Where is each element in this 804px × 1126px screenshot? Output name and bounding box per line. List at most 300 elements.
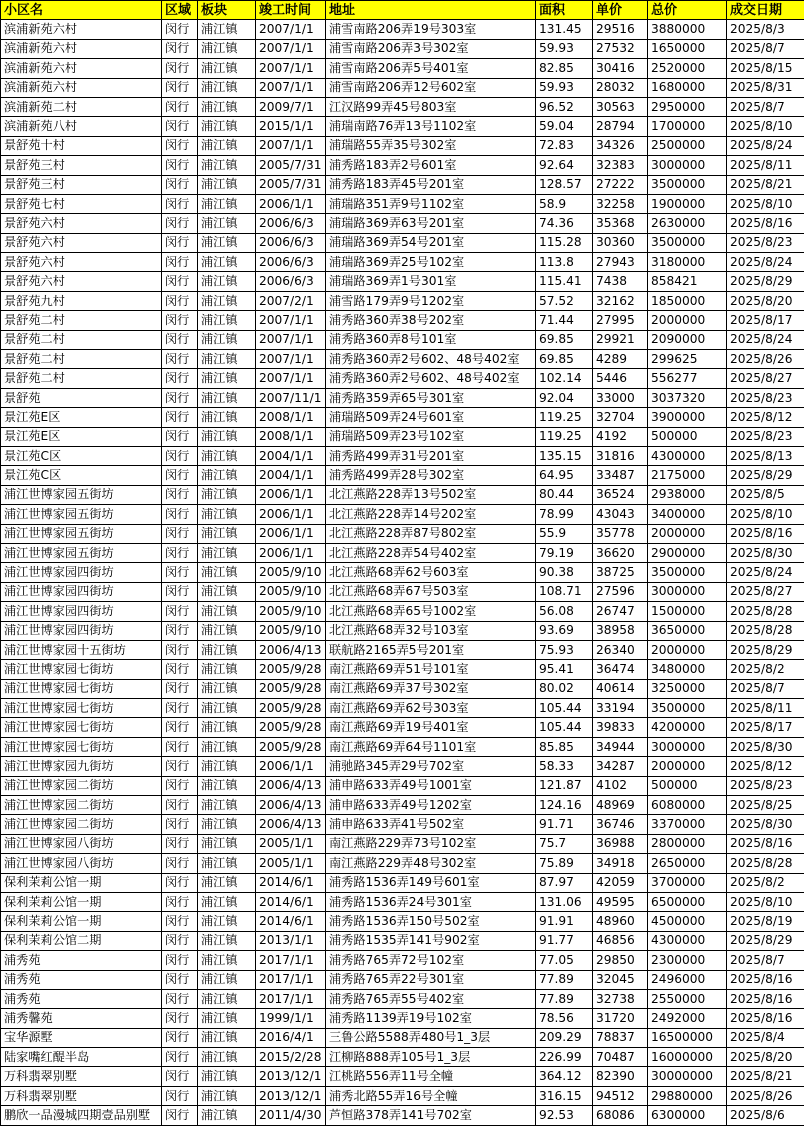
cell-block[interactable]: 浦江镇 <box>198 582 256 601</box>
cell-district[interactable]: 闵行 <box>162 1028 198 1047</box>
cell-district[interactable]: 闵行 <box>162 796 198 815</box>
cell-area[interactable]: 80.02 <box>536 679 593 698</box>
cell-completion[interactable]: 2007/2/1 <box>256 291 326 310</box>
cell-address[interactable]: 北江燕路68弄65号1002室 <box>326 602 536 621</box>
cell-district[interactable]: 闵行 <box>162 931 198 950</box>
cell-unit-price[interactable]: 29921 <box>593 330 648 349</box>
cell-unit-price[interactable]: 38725 <box>593 563 648 582</box>
cell-completion[interactable]: 2006/6/3 <box>256 214 326 233</box>
cell-completion[interactable]: 2005/9/28 <box>256 718 326 737</box>
cell-unit-price[interactable]: 26747 <box>593 602 648 621</box>
cell-community[interactable]: 浦江世博家园七街坊 <box>1 699 162 718</box>
cell-block[interactable]: 浦江镇 <box>198 1048 256 1067</box>
cell-completion[interactable]: 2006/1/1 <box>256 524 326 543</box>
cell-unit-price[interactable]: 32383 <box>593 156 648 175</box>
cell-unit-price[interactable]: 28794 <box>593 117 648 136</box>
cell-block[interactable]: 浦江镇 <box>198 330 256 349</box>
header-district[interactable]: 区域 <box>162 1 198 20</box>
cell-block[interactable]: 浦江镇 <box>198 214 256 233</box>
cell-community[interactable]: 景江苑C区 <box>1 446 162 465</box>
cell-block[interactable]: 浦江镇 <box>198 660 256 679</box>
cell-deal-date[interactable]: 2025/8/29 <box>727 272 804 291</box>
cell-block[interactable]: 浦江镇 <box>198 854 256 873</box>
cell-unit-price[interactable]: 27222 <box>593 175 648 194</box>
cell-address[interactable]: 浦瑞路55弄35号302室 <box>326 136 536 155</box>
cell-block[interactable]: 浦江镇 <box>198 640 256 659</box>
cell-address[interactable]: 浦秀路765弄72号102室 <box>326 951 536 970</box>
cell-unit-price[interactable]: 34326 <box>593 136 648 155</box>
cell-total-price[interactable]: 2938000 <box>648 485 727 504</box>
cell-community[interactable]: 景舒苑七村 <box>1 194 162 213</box>
cell-unit-price[interactable]: 36620 <box>593 543 648 562</box>
cell-total-price[interactable]: 1650000 <box>648 39 727 58</box>
header-address[interactable]: 地址 <box>326 1 536 20</box>
cell-total-price[interactable]: 6080000 <box>648 796 727 815</box>
cell-address[interactable]: 浦雪南路206弄3号302室 <box>326 39 536 58</box>
cell-completion[interactable]: 1999/1/1 <box>256 1009 326 1028</box>
cell-community[interactable]: 浦江世博家园十五街坊 <box>1 640 162 659</box>
cell-total-price[interactable]: 3000000 <box>648 582 727 601</box>
cell-community[interactable]: 景舒苑二村 <box>1 330 162 349</box>
cell-completion[interactable]: 2015/2/28 <box>256 1048 326 1067</box>
cell-community[interactable]: 浦江世博家园二街坊 <box>1 796 162 815</box>
cell-address[interactable]: 浦秀路1536弄24号301室 <box>326 892 536 911</box>
cell-unit-price[interactable]: 46856 <box>593 931 648 950</box>
cell-district[interactable]: 闵行 <box>162 446 198 465</box>
cell-total-price[interactable]: 16000000 <box>648 1048 727 1067</box>
cell-deal-date[interactable]: 2025/8/20 <box>727 291 804 310</box>
cell-address[interactable]: 浦瑞路369弄25号102室 <box>326 253 536 272</box>
cell-completion[interactable]: 2007/1/1 <box>256 330 326 349</box>
cell-completion[interactable]: 2006/1/1 <box>256 757 326 776</box>
cell-area[interactable]: 119.25 <box>536 427 593 446</box>
cell-total-price[interactable]: 2630000 <box>648 214 727 233</box>
cell-unit-price[interactable]: 94512 <box>593 1086 648 1105</box>
cell-unit-price[interactable]: 42059 <box>593 873 648 892</box>
cell-completion[interactable]: 2011/4/30 <box>256 1106 326 1125</box>
cell-address[interactable]: 浦瑞路369弄54号201室 <box>326 233 536 252</box>
cell-total-price[interactable]: 3500000 <box>648 233 727 252</box>
cell-district[interactable]: 闵行 <box>162 466 198 485</box>
header-completion[interactable]: 竣工时间 <box>256 1 326 20</box>
cell-deal-date[interactable]: 2025/8/10 <box>727 505 804 524</box>
cell-block[interactable]: 浦江镇 <box>198 253 256 272</box>
cell-deal-date[interactable]: 2025/8/28 <box>727 854 804 873</box>
cell-completion[interactable]: 2007/1/1 <box>256 136 326 155</box>
cell-address[interactable]: 浦秀路1535弄141号902室 <box>326 931 536 950</box>
cell-area[interactable]: 92.64 <box>536 156 593 175</box>
cell-community[interactable]: 浦江世博家园八街坊 <box>1 854 162 873</box>
cell-deal-date[interactable]: 2025/8/16 <box>727 970 804 989</box>
cell-community[interactable]: 景舒苑十村 <box>1 136 162 155</box>
cell-address[interactable]: 江汉路99弄45号803室 <box>326 97 536 116</box>
cell-total-price[interactable]: 3250000 <box>648 679 727 698</box>
cell-block[interactable]: 浦江镇 <box>198 466 256 485</box>
cell-community[interactable]: 宝华源墅 <box>1 1028 162 1047</box>
cell-address[interactable]: 浦瑞路369弄1号301室 <box>326 272 536 291</box>
cell-area[interactable]: 108.71 <box>536 582 593 601</box>
cell-unit-price[interactable]: 48969 <box>593 796 648 815</box>
cell-block[interactable]: 浦江镇 <box>198 194 256 213</box>
cell-total-price[interactable]: 299625 <box>648 350 727 369</box>
cell-total-price[interactable]: 2800000 <box>648 834 727 853</box>
cell-block[interactable]: 浦江镇 <box>198 446 256 465</box>
cell-completion[interactable]: 2009/7/1 <box>256 97 326 116</box>
cell-area[interactable]: 316.15 <box>536 1086 593 1105</box>
cell-address[interactable]: 芦恒路378弄141号702室 <box>326 1106 536 1125</box>
cell-community[interactable]: 万科翡翠别墅 <box>1 1086 162 1105</box>
cell-address[interactable]: 南江燕路69弄19号401室 <box>326 718 536 737</box>
cell-deal-date[interactable]: 2025/8/29 <box>727 931 804 950</box>
cell-deal-date[interactable]: 2025/8/2 <box>727 873 804 892</box>
cell-unit-price[interactable]: 7438 <box>593 272 648 291</box>
cell-total-price[interactable]: 2000000 <box>648 757 727 776</box>
cell-total-price[interactable]: 556277 <box>648 369 727 388</box>
cell-deal-date[interactable]: 2025/8/17 <box>727 718 804 737</box>
cell-area[interactable]: 77.89 <box>536 970 593 989</box>
cell-completion[interactable]: 2005/1/1 <box>256 834 326 853</box>
cell-block[interactable]: 浦江镇 <box>198 156 256 175</box>
cell-completion[interactable]: 2007/1/1 <box>256 59 326 78</box>
cell-address[interactable]: 浦秀路1536弄150号502室 <box>326 912 536 931</box>
cell-deal-date[interactable]: 2025/8/13 <box>727 446 804 465</box>
cell-district[interactable]: 闵行 <box>162 427 198 446</box>
cell-total-price[interactable]: 4300000 <box>648 931 727 950</box>
cell-completion[interactable]: 2005/7/31 <box>256 156 326 175</box>
cell-district[interactable]: 闵行 <box>162 291 198 310</box>
cell-area[interactable]: 113.8 <box>536 253 593 272</box>
cell-address[interactable]: 浦雪路179弄9号1202室 <box>326 291 536 310</box>
header-unit-price[interactable]: 单价 <box>593 1 648 20</box>
cell-area[interactable]: 75.89 <box>536 854 593 873</box>
cell-block[interactable]: 浦江镇 <box>198 1067 256 1086</box>
cell-unit-price[interactable]: 30360 <box>593 233 648 252</box>
cell-community[interactable]: 景舒苑 <box>1 388 162 407</box>
cell-address[interactable]: 浦瑞路369弄63号201室 <box>326 214 536 233</box>
cell-address[interactable]: 浦秀路1139弄19号102室 <box>326 1009 536 1028</box>
cell-block[interactable]: 浦江镇 <box>198 951 256 970</box>
cell-completion[interactable]: 2005/9/10 <box>256 563 326 582</box>
cell-address[interactable]: 南江燕路69弄37号302室 <box>326 679 536 698</box>
cell-block[interactable]: 浦江镇 <box>198 485 256 504</box>
cell-total-price[interactable]: 3500000 <box>648 175 727 194</box>
cell-total-price[interactable]: 2492000 <box>648 1009 727 1028</box>
cell-address[interactable]: 浦瑞路509弄23号102室 <box>326 427 536 446</box>
cell-area[interactable]: 85.85 <box>536 737 593 756</box>
cell-community[interactable]: 保利茉莉公馆一期 <box>1 912 162 931</box>
cell-completion[interactable]: 2005/9/28 <box>256 699 326 718</box>
cell-deal-date[interactable]: 2025/8/7 <box>727 39 804 58</box>
cell-completion[interactable]: 2007/1/1 <box>256 311 326 330</box>
cell-area[interactable]: 55.9 <box>536 524 593 543</box>
cell-area[interactable]: 78.99 <box>536 505 593 524</box>
cell-total-price[interactable]: 858421 <box>648 272 727 291</box>
cell-total-price[interactable]: 3480000 <box>648 660 727 679</box>
cell-block[interactable]: 浦江镇 <box>198 1106 256 1125</box>
cell-unit-price[interactable]: 35368 <box>593 214 648 233</box>
cell-total-price[interactable]: 3370000 <box>648 815 727 834</box>
cell-block[interactable]: 浦江镇 <box>198 815 256 834</box>
cell-deal-date[interactable]: 2025/8/30 <box>727 543 804 562</box>
cell-district[interactable]: 闵行 <box>162 815 198 834</box>
header-deal-date[interactable]: 成交日期 <box>727 1 804 20</box>
cell-block[interactable]: 浦江镇 <box>198 970 256 989</box>
cell-unit-price[interactable]: 33487 <box>593 466 648 485</box>
cell-unit-price[interactable]: 70487 <box>593 1048 648 1067</box>
cell-address[interactable]: 浦瑞南路76弄13号1102室 <box>326 117 536 136</box>
cell-unit-price[interactable]: 31816 <box>593 446 648 465</box>
cell-deal-date[interactable]: 2025/8/28 <box>727 621 804 640</box>
cell-area[interactable]: 226.99 <box>536 1048 593 1067</box>
cell-community[interactable]: 滨浦新苑六村 <box>1 59 162 78</box>
header-total-price[interactable]: 总价 <box>648 1 727 20</box>
cell-completion[interactable]: 2006/4/13 <box>256 640 326 659</box>
cell-completion[interactable]: 2006/1/1 <box>256 194 326 213</box>
cell-unit-price[interactable]: 82390 <box>593 1067 648 1086</box>
cell-unit-price[interactable]: 43043 <box>593 505 648 524</box>
cell-district[interactable]: 闵行 <box>162 737 198 756</box>
cell-area[interactable]: 82.85 <box>536 59 593 78</box>
cell-area[interactable]: 75.93 <box>536 640 593 659</box>
cell-unit-price[interactable]: 40614 <box>593 679 648 698</box>
cell-block[interactable]: 浦江镇 <box>198 408 256 427</box>
cell-block[interactable]: 浦江镇 <box>198 989 256 1008</box>
cell-unit-price[interactable]: 30563 <box>593 97 648 116</box>
cell-unit-price[interactable]: 36988 <box>593 834 648 853</box>
cell-deal-date[interactable]: 2025/8/16 <box>727 834 804 853</box>
cell-unit-price[interactable]: 33000 <box>593 388 648 407</box>
cell-deal-date[interactable]: 2025/8/12 <box>727 408 804 427</box>
cell-address[interactable]: 浦雪南路206弄19号303室 <box>326 20 536 39</box>
cell-block[interactable]: 浦江镇 <box>198 776 256 795</box>
cell-address[interactable]: 南江燕路229弄73号102室 <box>326 834 536 853</box>
cell-total-price[interactable]: 3000000 <box>648 156 727 175</box>
cell-district[interactable]: 闵行 <box>162 951 198 970</box>
cell-unit-price[interactable]: 31720 <box>593 1009 648 1028</box>
cell-address[interactable]: 浦申路633弄41号502室 <box>326 815 536 834</box>
cell-area[interactable]: 77.89 <box>536 989 593 1008</box>
cell-deal-date[interactable]: 2025/8/26 <box>727 350 804 369</box>
cell-total-price[interactable]: 2000000 <box>648 311 727 330</box>
cell-deal-date[interactable]: 2025/8/31 <box>727 78 804 97</box>
cell-deal-date[interactable]: 2025/8/21 <box>727 1067 804 1086</box>
cell-total-price[interactable]: 2950000 <box>648 97 727 116</box>
cell-community[interactable]: 滨浦新苑六村 <box>1 78 162 97</box>
cell-unit-price[interactable]: 36474 <box>593 660 648 679</box>
cell-block[interactable]: 浦江镇 <box>198 1028 256 1047</box>
cell-community[interactable]: 浦江世博家园四街坊 <box>1 563 162 582</box>
cell-district[interactable]: 闵行 <box>162 350 198 369</box>
cell-community[interactable]: 浦江世博家园七街坊 <box>1 660 162 679</box>
cell-total-price[interactable]: 4300000 <box>648 446 727 465</box>
cell-block[interactable]: 浦江镇 <box>198 505 256 524</box>
cell-unit-price[interactable]: 32258 <box>593 194 648 213</box>
cell-completion[interactable]: 2005/9/10 <box>256 582 326 601</box>
cell-total-price[interactable]: 2090000 <box>648 330 727 349</box>
cell-community[interactable]: 万科翡翠别墅 <box>1 1067 162 1086</box>
cell-community[interactable]: 景舒苑三村 <box>1 175 162 194</box>
cell-area[interactable]: 131.06 <box>536 892 593 911</box>
cell-deal-date[interactable]: 2025/8/7 <box>727 97 804 116</box>
cell-area[interactable]: 124.16 <box>536 796 593 815</box>
cell-community[interactable]: 浦江世博家园七街坊 <box>1 737 162 756</box>
cell-unit-price[interactable]: 68086 <box>593 1106 648 1125</box>
cell-completion[interactable]: 2007/1/1 <box>256 78 326 97</box>
cell-unit-price[interactable]: 28032 <box>593 78 648 97</box>
cell-unit-price[interactable]: 27596 <box>593 582 648 601</box>
cell-area[interactable]: 79.19 <box>536 543 593 562</box>
cell-deal-date[interactable]: 2025/8/23 <box>727 233 804 252</box>
cell-completion[interactable]: 2008/1/1 <box>256 427 326 446</box>
cell-deal-date[interactable]: 2025/8/29 <box>727 640 804 659</box>
cell-address[interactable]: 浦秀路183弄45号201室 <box>326 175 536 194</box>
cell-block[interactable]: 浦江镇 <box>198 524 256 543</box>
cell-deal-date[interactable]: 2025/8/10 <box>727 194 804 213</box>
cell-block[interactable]: 浦江镇 <box>198 543 256 562</box>
cell-district[interactable]: 闵行 <box>162 1086 198 1105</box>
cell-district[interactable]: 闵行 <box>162 175 198 194</box>
cell-community[interactable]: 景舒苑三村 <box>1 156 162 175</box>
cell-address[interactable]: 浦秀北路55弄16号全幢 <box>326 1086 536 1105</box>
cell-district[interactable]: 闵行 <box>162 408 198 427</box>
cell-completion[interactable]: 2006/6/3 <box>256 253 326 272</box>
cell-unit-price[interactable]: 32738 <box>593 989 648 1008</box>
cell-total-price[interactable]: 6500000 <box>648 892 727 911</box>
cell-deal-date[interactable]: 2025/8/16 <box>727 214 804 233</box>
cell-block[interactable]: 浦江镇 <box>198 892 256 911</box>
cell-area[interactable]: 121.87 <box>536 776 593 795</box>
cell-address[interactable]: 浦秀路183弄2号601室 <box>326 156 536 175</box>
cell-deal-date[interactable]: 2025/8/16 <box>727 524 804 543</box>
cell-area[interactable]: 57.52 <box>536 291 593 310</box>
cell-deal-date[interactable]: 2025/8/16 <box>727 1009 804 1028</box>
cell-district[interactable]: 闵行 <box>162 989 198 1008</box>
cell-unit-price[interactable]: 27943 <box>593 253 648 272</box>
cell-total-price[interactable]: 16500000 <box>648 1028 727 1047</box>
cell-total-price[interactable]: 3880000 <box>648 20 727 39</box>
cell-address[interactable]: 南江燕路69弄64号1101室 <box>326 737 536 756</box>
cell-address[interactable]: 南江燕路229弄48号302室 <box>326 854 536 873</box>
cell-block[interactable]: 浦江镇 <box>198 136 256 155</box>
cell-total-price[interactable]: 30000000 <box>648 1067 727 1086</box>
cell-unit-price[interactable]: 29516 <box>593 20 648 39</box>
cell-block[interactable]: 浦江镇 <box>198 117 256 136</box>
cell-total-price[interactable]: 2650000 <box>648 854 727 873</box>
cell-deal-date[interactable]: 2025/8/30 <box>727 815 804 834</box>
cell-community[interactable]: 浦秀苑 <box>1 970 162 989</box>
cell-community[interactable]: 浦江世博家园五街坊 <box>1 543 162 562</box>
cell-community[interactable]: 景江苑C区 <box>1 466 162 485</box>
cell-district[interactable]: 闵行 <box>162 78 198 97</box>
cell-community[interactable]: 浦江世博家园七街坊 <box>1 718 162 737</box>
cell-completion[interactable]: 2014/6/1 <box>256 873 326 892</box>
cell-block[interactable]: 浦江镇 <box>198 737 256 756</box>
cell-community[interactable]: 浦江世博家园五街坊 <box>1 505 162 524</box>
cell-deal-date[interactable]: 2025/8/7 <box>727 679 804 698</box>
cell-district[interactable]: 闵行 <box>162 621 198 640</box>
cell-total-price[interactable]: 6300000 <box>648 1106 727 1125</box>
cell-address[interactable]: 浦秀路360弄2号602、48号402室 <box>326 350 536 369</box>
cell-deal-date[interactable]: 2025/8/11 <box>727 156 804 175</box>
cell-area[interactable]: 69.85 <box>536 330 593 349</box>
cell-deal-date[interactable]: 2025/8/17 <box>727 311 804 330</box>
cell-completion[interactable]: 2006/4/13 <box>256 796 326 815</box>
cell-district[interactable]: 闵行 <box>162 505 198 524</box>
cell-block[interactable]: 浦江镇 <box>198 796 256 815</box>
cell-completion[interactable]: 2013/12/1 <box>256 1067 326 1086</box>
cell-community[interactable]: 浦江世博家园五街坊 <box>1 485 162 504</box>
cell-district[interactable]: 闵行 <box>162 757 198 776</box>
cell-block[interactable]: 浦江镇 <box>198 272 256 291</box>
cell-deal-date[interactable]: 2025/8/24 <box>727 253 804 272</box>
cell-community[interactable]: 景舒苑九村 <box>1 291 162 310</box>
cell-area[interactable]: 78.56 <box>536 1009 593 1028</box>
cell-unit-price[interactable]: 78837 <box>593 1028 648 1047</box>
cell-community[interactable]: 景舒苑六村 <box>1 233 162 252</box>
cell-district[interactable]: 闵行 <box>162 776 198 795</box>
cell-address[interactable]: 南江燕路69弄62号303室 <box>326 699 536 718</box>
cell-total-price[interactable]: 2000000 <box>648 640 727 659</box>
cell-community[interactable]: 浦江世博家园四街坊 <box>1 602 162 621</box>
cell-block[interactable]: 浦江镇 <box>198 175 256 194</box>
cell-area[interactable]: 209.29 <box>536 1028 593 1047</box>
cell-district[interactable]: 闵行 <box>162 679 198 698</box>
cell-total-price[interactable]: 500000 <box>648 427 727 446</box>
cell-district[interactable]: 闵行 <box>162 834 198 853</box>
cell-deal-date[interactable]: 2025/8/5 <box>727 485 804 504</box>
cell-area[interactable]: 58.33 <box>536 757 593 776</box>
cell-completion[interactable]: 2007/1/1 <box>256 369 326 388</box>
cell-unit-price[interactable]: 39833 <box>593 718 648 737</box>
cell-total-price[interactable]: 2520000 <box>648 59 727 78</box>
cell-deal-date[interactable]: 2025/8/3 <box>727 20 804 39</box>
cell-total-price[interactable]: 1900000 <box>648 194 727 213</box>
cell-community[interactable]: 浦秀苑 <box>1 989 162 1008</box>
cell-address[interactable]: 浦秀路765弄55号402室 <box>326 989 536 1008</box>
cell-block[interactable]: 浦江镇 <box>198 563 256 582</box>
cell-completion[interactable]: 2014/6/1 <box>256 892 326 911</box>
cell-district[interactable]: 闵行 <box>162 311 198 330</box>
cell-community[interactable]: 浦江世博家园四街坊 <box>1 621 162 640</box>
cell-total-price[interactable]: 3650000 <box>648 621 727 640</box>
cell-district[interactable]: 闵行 <box>162 136 198 155</box>
cell-district[interactable]: 闵行 <box>162 485 198 504</box>
cell-area[interactable]: 92.53 <box>536 1106 593 1125</box>
cell-completion[interactable]: 2006/4/13 <box>256 776 326 795</box>
cell-address[interactable]: 浦申路633弄49号1202室 <box>326 796 536 815</box>
cell-total-price[interactable]: 3000000 <box>648 737 727 756</box>
cell-area[interactable]: 91.77 <box>536 931 593 950</box>
cell-community[interactable]: 保利茉莉公馆一期 <box>1 892 162 911</box>
cell-district[interactable]: 闵行 <box>162 854 198 873</box>
cell-address[interactable]: 江桃路556弄11号全幢 <box>326 1067 536 1086</box>
cell-completion[interactable]: 2016/4/1 <box>256 1028 326 1047</box>
cell-deal-date[interactable]: 2025/8/7 <box>727 951 804 970</box>
cell-completion[interactable]: 2006/4/13 <box>256 815 326 834</box>
cell-community[interactable]: 浦江世博家园四街坊 <box>1 582 162 601</box>
cell-address[interactable]: 浦驰路345弄29号702室 <box>326 757 536 776</box>
cell-completion[interactable]: 2006/6/3 <box>256 233 326 252</box>
cell-block[interactable]: 浦江镇 <box>198 39 256 58</box>
cell-total-price[interactable]: 3900000 <box>648 408 727 427</box>
cell-block[interactable]: 浦江镇 <box>198 311 256 330</box>
cell-address[interactable]: 浦秀路499弄28号302室 <box>326 466 536 485</box>
cell-completion[interactable]: 2017/1/1 <box>256 989 326 1008</box>
cell-deal-date[interactable]: 2025/8/25 <box>727 796 804 815</box>
cell-address[interactable]: 江柳路888弄105号1_3层 <box>326 1048 536 1067</box>
cell-community[interactable]: 景江苑E区 <box>1 427 162 446</box>
cell-unit-price[interactable]: 33194 <box>593 699 648 718</box>
